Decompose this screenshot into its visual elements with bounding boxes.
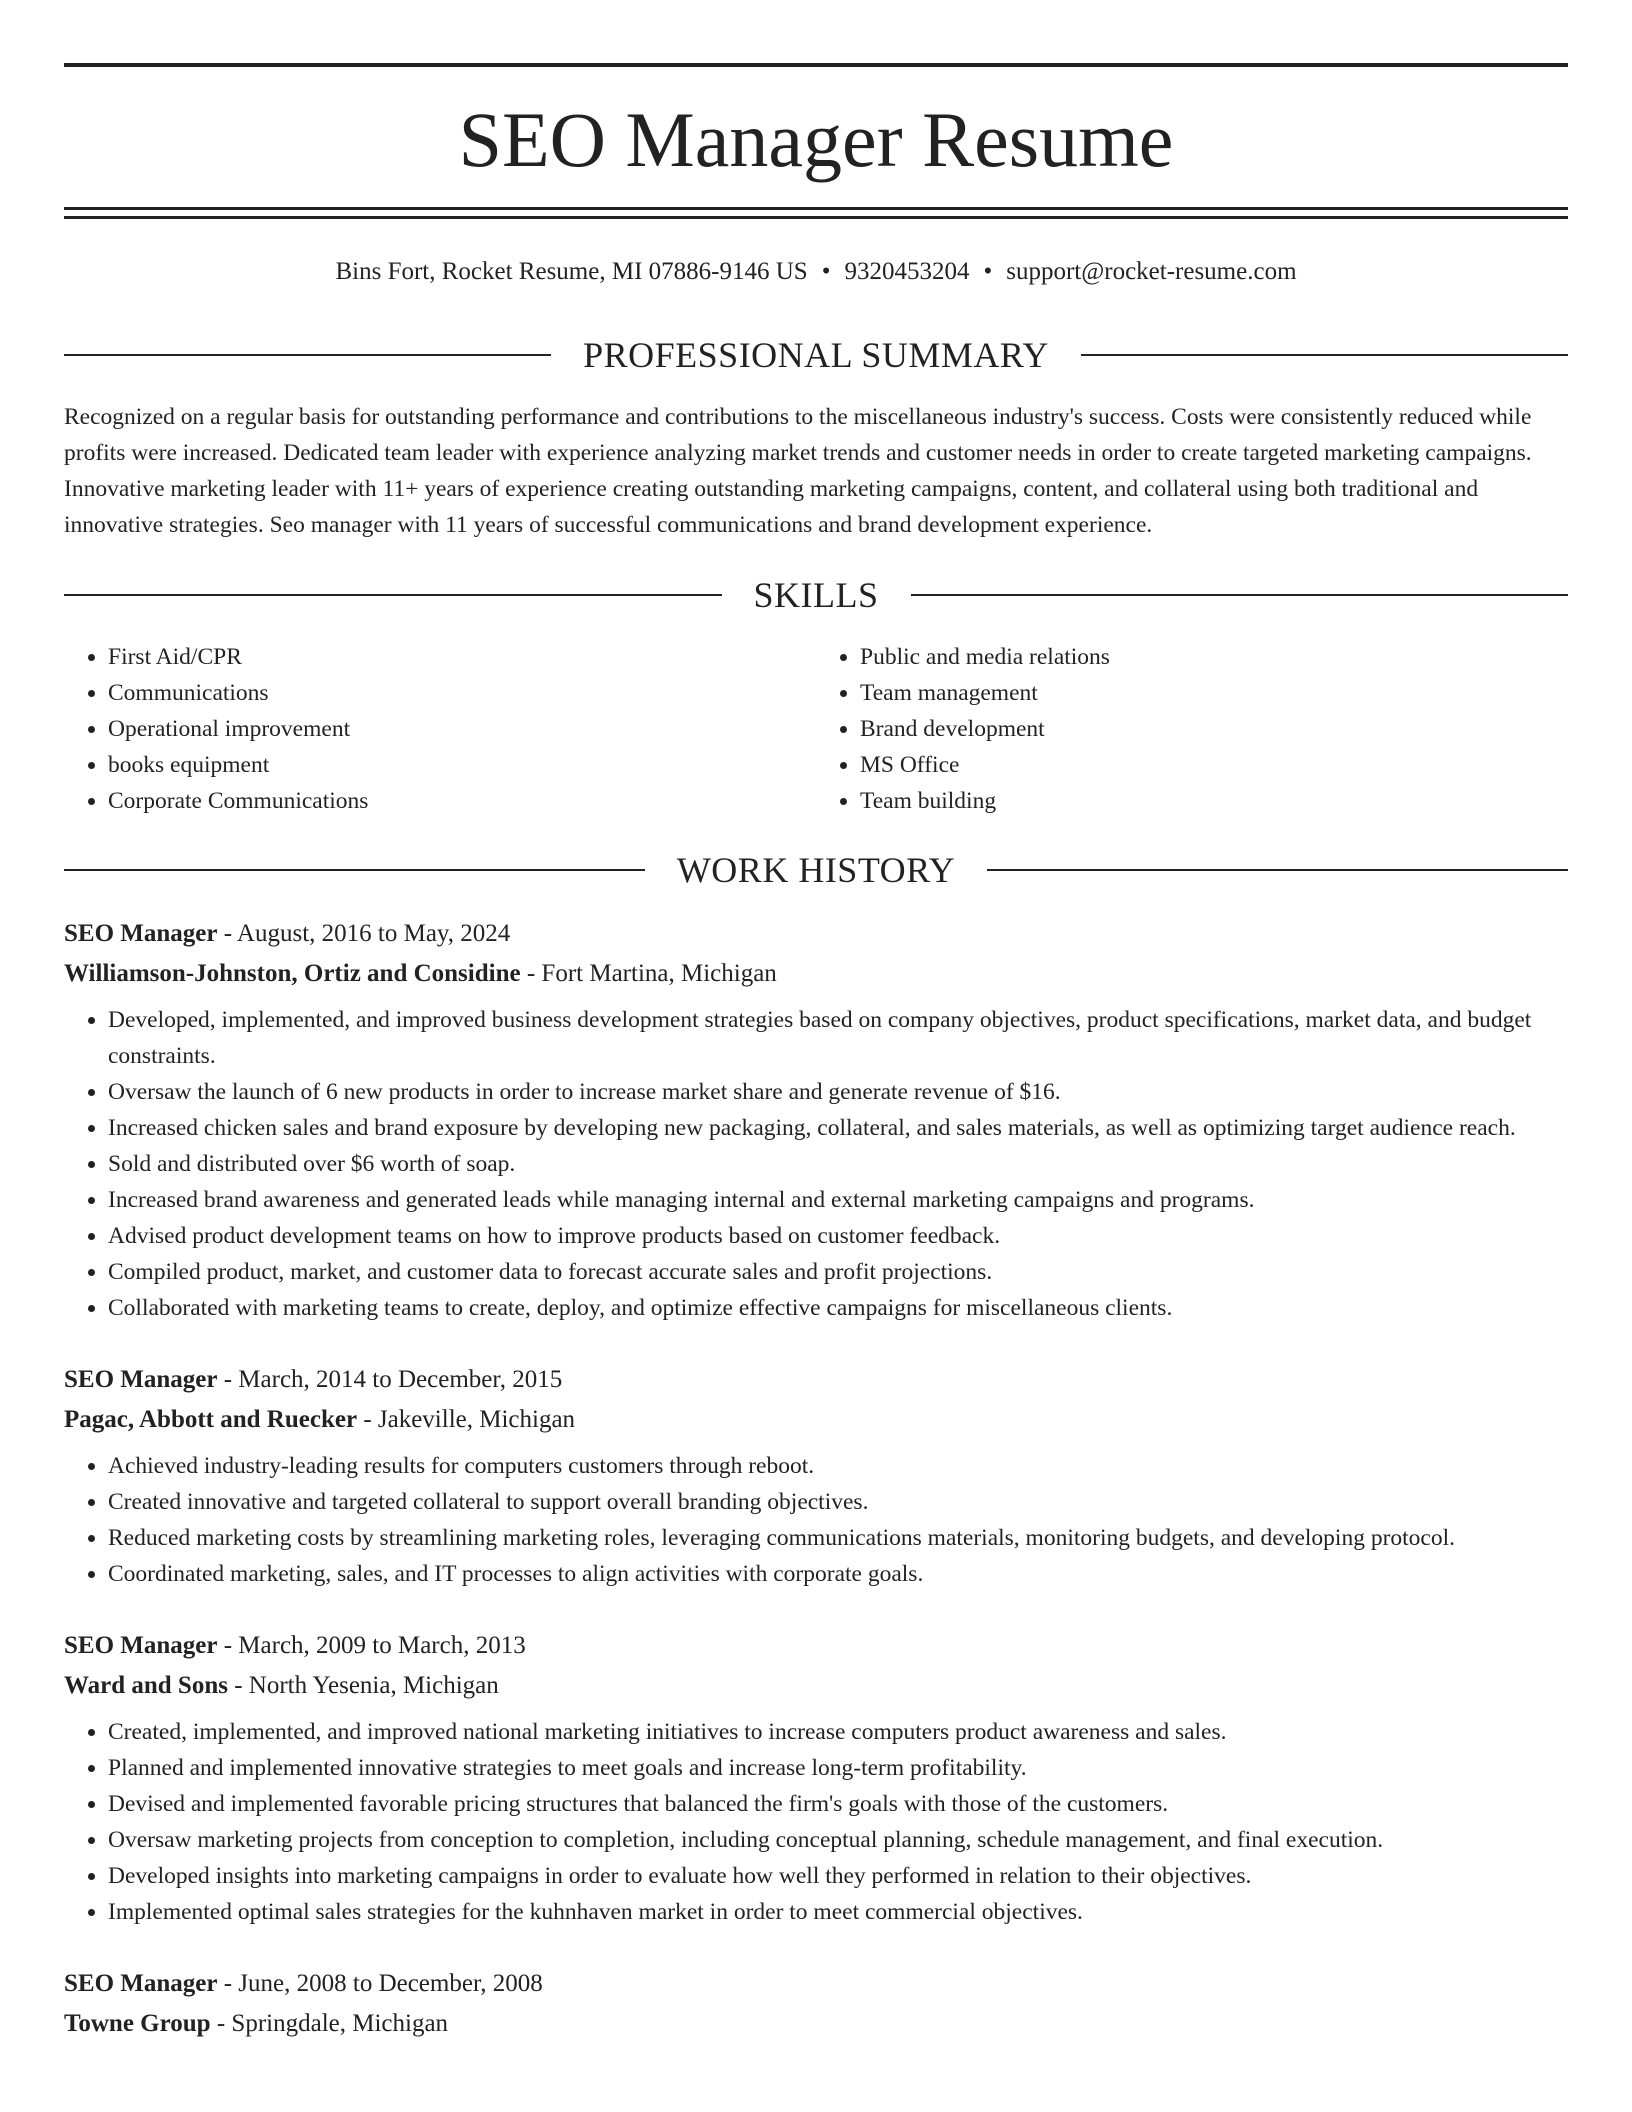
job-title-line: [64, 1964, 1568, 2004]
job-company-line: [64, 954, 1568, 994]
section-title-skills: SKILLS: [753, 575, 879, 615]
contact-separator: •: [983, 258, 993, 285]
header-double-rule-lower: [64, 216, 1568, 219]
job-dates: - June, 2008 to December, 2008: [217, 1970, 543, 1997]
section-header-skills: [64, 573, 1568, 617]
job-company-line: [64, 1400, 1568, 1440]
contact-address: Bins Fort, Rocket Resume, MI 07886-9146 US: [335, 258, 808, 285]
section-rule-left: [64, 594, 722, 596]
header-double-rule-upper: [64, 207, 1568, 210]
job-title: SEO Manager: [64, 1632, 218, 1659]
section-header-summary: [64, 333, 1568, 377]
job-entry: [64, 1360, 1568, 1592]
section-rule-right: [987, 869, 1568, 871]
job-bullets: [64, 1448, 1568, 1592]
job-entry: [64, 1626, 1568, 1930]
job-bullet: • Collaborated with marketing teams to create, deploy, and optimize effective campaigns for miscellaneous clients.: [108, 1290, 1568, 1326]
contact-separator: •: [821, 258, 831, 285]
contact-phone: 9320453204: [844, 258, 970, 285]
section-title-summary: PROFESSIONAL SUMMARY: [583, 335, 1049, 375]
job-bullet: • Increased brand awareness and generated leads while managing internal and external marketing campaigns and programs.: [108, 1182, 1568, 1218]
contact-email: support@rocket-resume.com: [1006, 258, 1297, 285]
skill-item: • Brand development: [860, 711, 1568, 747]
resume-title: SEO Manager Resume: [458, 96, 1174, 183]
job-entry: [64, 1964, 1568, 2044]
job-bullet: • Created innovative and targeted collateral to support overall branding objectives.: [108, 1484, 1568, 1520]
job-bullet: • Implemented optimal sales strategies for the kuhnhaven market in order to meet commercial objectives.: [108, 1894, 1568, 1930]
job-company: Pagac, Abbott and Ruecker: [64, 1406, 358, 1433]
section-header-work-history: [64, 848, 1568, 892]
job-title: SEO Manager: [64, 920, 218, 947]
job-company-line: [64, 1666, 1568, 1706]
skill-item: • MS Office: [860, 747, 1568, 783]
section-rule-left: [64, 354, 551, 356]
section-rule-left: [64, 869, 645, 871]
job-bullet: • Developed, implemented, and improved business development strategies based on company objectives, product specifications, market data, and budget constraints.: [108, 1002, 1568, 1074]
skill-item: • Public and media relations: [860, 639, 1568, 675]
job-title-line: [64, 1626, 1568, 1666]
job-dates: - March, 2009 to March, 2013: [217, 1632, 526, 1659]
job-bullet: • Planned and implemented innovative strategies to meet goals and increase long-term profitability.: [108, 1750, 1568, 1786]
skills-column-left: [64, 639, 816, 819]
skill-item: • books equipment: [108, 747, 816, 783]
job-title-line: [64, 914, 1568, 954]
job-bullet: • Sold and distributed over $6 worth of soap.: [108, 1146, 1568, 1182]
job-bullet: • Increased chicken sales and brand exposure by developing new packaging, collateral, and sales materials, as well as optimizing target audience reach.: [108, 1110, 1568, 1146]
job-location: - Fort Martina, Michigan: [520, 960, 777, 987]
job-bullets: [64, 1714, 1568, 1930]
skills-list: [64, 639, 1568, 819]
job-bullets: [64, 1002, 1568, 1326]
job-bullet: • Developed insights into marketing campaigns in order to evaluate how well they performed in relation to their objectives.: [108, 1858, 1568, 1894]
job-bullet: • Compiled product, market, and customer data to forecast accurate sales and profit projections.: [108, 1254, 1568, 1290]
job-bullet: • Devised and implemented favorable pricing structures that balanced the firm's goals with those of the customers.: [108, 1786, 1568, 1822]
skills-column-right: [816, 639, 1568, 819]
skill-item: • Corporate Communications: [108, 783, 816, 819]
professional-summary-text: Recognized on a regular basis for outstanding performance and contributions to the miscellaneous industry's success. Costs were consistently reduced while profits were increased. Dedicated team leader with experience analyzing market trends and customer needs in order to create targeted marketing campaigns. Innovative marketing leader with 11+ years of experience creating outstanding marketing campaigns, content, and collateral using both traditional and innovative strategies. Seo manager with 11 years of successful communications and brand development experience.: [64, 404, 1532, 538]
job-bullet: • Oversaw the launch of 6 new products in order to increase market share and generate revenue of $16.: [108, 1074, 1568, 1110]
job-location: - Springdale, Michigan: [210, 2010, 449, 2037]
job-bullet: • Achieved industry-leading results for computers customers through reboot.: [108, 1448, 1568, 1484]
job-title: SEO Manager: [64, 1366, 218, 1393]
job-bullet: • Oversaw marketing projects from conception to completion, including conceptual planning, schedule management, and final execution.: [108, 1822, 1568, 1858]
job-company: Ward and Sons: [64, 1672, 228, 1699]
section-rule-right: [911, 594, 1569, 596]
job-company: Williamson-Johnston, Ortiz and Considine: [64, 960, 521, 987]
skill-item: • Operational improvement: [108, 711, 816, 747]
job-title-line: [64, 1360, 1568, 1400]
job-bullet: • Reduced marketing costs by streamlining marketing roles, leveraging communications materials, monitoring budgets, and developing protocol.: [108, 1520, 1568, 1556]
skill-item: • Communications: [108, 675, 816, 711]
work-history-list: [64, 914, 1568, 2078]
job-title: SEO Manager: [64, 1970, 218, 1997]
section-rule-right: [1081, 354, 1568, 356]
skill-item: • Team management: [860, 675, 1568, 711]
job-dates: - March, 2014 to December, 2015: [217, 1366, 563, 1393]
skill-item: • Team building: [860, 783, 1568, 819]
job-bullet: • Created, implemented, and improved national marketing initiatives to increase computers product awareness and sales.: [108, 1714, 1568, 1750]
job-entry: [64, 914, 1568, 1326]
job-location: - Jakeville, Michigan: [357, 1406, 576, 1433]
skill-item: • First Aid/CPR: [108, 639, 816, 675]
job-bullet: • Advised product development teams on how to improve products based on customer feedback.: [108, 1218, 1568, 1254]
job-company: Towne Group: [64, 2010, 211, 2037]
contact-line: [64, 255, 1568, 289]
job-bullet: • Coordinated marketing, sales, and IT processes to align activities with corporate goals.: [108, 1556, 1568, 1592]
section-title-work-history: WORK HISTORY: [676, 850, 956, 890]
job-location: - North Yesenia, Michigan: [227, 1672, 499, 1699]
job-company-line: [64, 2004, 1568, 2044]
job-dates: - August, 2016 to May, 2024: [217, 920, 511, 947]
header-top-rule: [64, 63, 1568, 67]
